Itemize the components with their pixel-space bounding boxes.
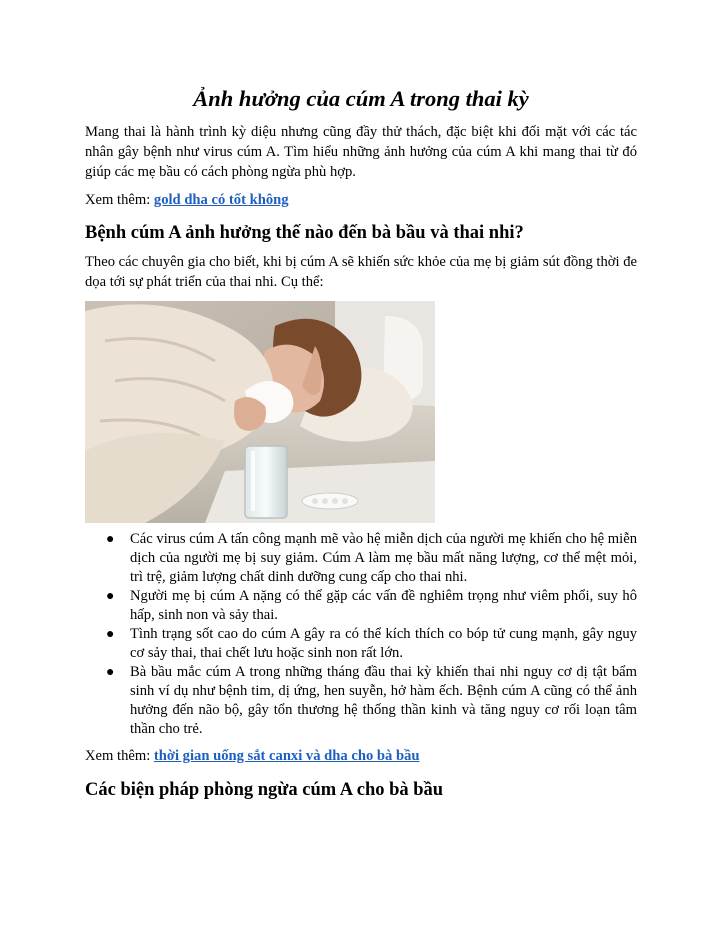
sick-woman-photo	[85, 301, 435, 523]
effects-bullet-list	[85, 530, 637, 739]
article-body	[85, 84, 637, 802]
list-item-text: Các virus cúm A tấn công mạnh mẽ vào hệ miễn dịch của người mẹ khiến cho hệ miễn dịch của người mẹ bị suy giảm. Cúm A làm mẹ bầu mất năng lượng, cơ thể mệt mỏi, trì trệ, giảm lượng chất dinh dưỡng cung cấp cho thai nhi.	[130, 531, 637, 585]
see-more-line-1	[85, 190, 637, 210]
see-more-line-2	[85, 746, 637, 766]
list-item	[85, 663, 637, 739]
list-item	[85, 587, 637, 625]
list-item-text: Bà bầu mắc cúm A trong những tháng đầu thai kỳ khiến thai nhi nguy cơ dị tật bẩm sinh ví dụ như bệnh tim, dị ứng, hen suyễn, hở hàm ếch. Bệnh cúm A cũng có thể ảnh hưởng đến não bộ, gây tổn thương hệ thống thần kinh và tăng nguy cơ rối loạn tâm thần cho trẻ.	[130, 664, 637, 737]
bullet-dot-icon: ●	[106, 665, 115, 680]
see-more-link-iron-calcium-dha[interactable]: thời gian uống sắt canxi và dha cho bà bầu	[153, 748, 420, 764]
bullet-dot-icon: ●	[106, 627, 115, 642]
section-heading-effects: Bệnh cúm A ảnh hưởng thế nào đến bà bầu và thai nhi?	[85, 223, 524, 243]
effects-intro-paragraph: Theo các chuyên gia cho biết, khi bị cúm A sẽ khiến sức khỏe của mẹ bị giảm sút đồng thời đe dọa tới sự phát triển của thai nhi. Cụ thể:	[85, 254, 637, 290]
see-more-label: Xem thêm:	[85, 748, 154, 764]
list-item	[85, 625, 637, 663]
bullet-dot-icon: ●	[106, 589, 115, 604]
section-heading-prevention: Các biện pháp phòng ngừa cúm A cho bà bầu	[85, 780, 444, 800]
see-more-label: Xem thêm:	[85, 192, 154, 208]
list-item	[85, 530, 637, 587]
intro-paragraph: Mang thai là hành trình kỳ diệu nhưng cũng đầy thử thách, đặc biệt khi đối mặt với các tác nhân gây bệnh như virus cúm A. Tìm hiểu những ảnh hưởng của cúm A khi mang thai từ đó giúp các mẹ bầu có cách phòng ngừa phù hợp.	[85, 124, 637, 180]
bullet-dot-icon: ●	[106, 532, 115, 547]
list-item-text: Người mẹ bị cúm A nặng có thể gặp các vấn đề nghiêm trọng như viêm phổi, suy hô hấp, sinh non và sảy thai.	[130, 588, 637, 623]
see-more-link-gold-dha[interactable]: gold dha có tốt không	[153, 192, 289, 208]
article-title: Ảnh hưởng của cúm A trong thai kỳ	[193, 86, 529, 111]
list-item-text: Tình trạng sốt cao do cúm A gây ra có thể kích thích co bóp tử cung mạnh, gây nguy cơ sảy thai, thai chết lưu hoặc sinh non rất lớn.	[130, 626, 637, 661]
